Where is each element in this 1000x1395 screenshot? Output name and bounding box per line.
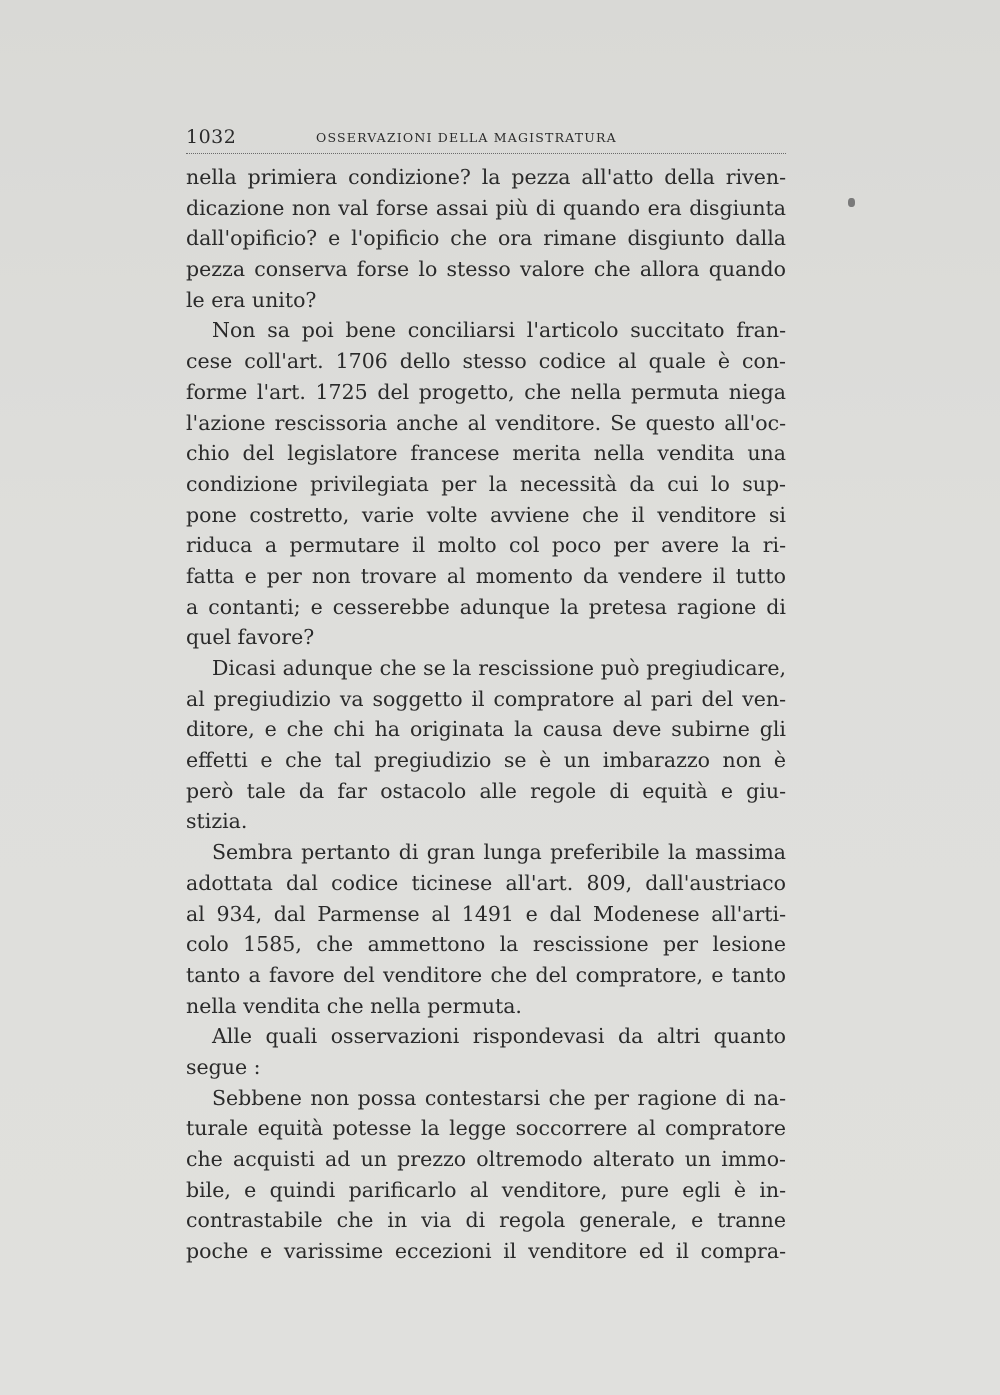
text-line: però tale da far ostacolo alle regole di equità e giu- xyxy=(186,778,786,803)
text-line: quel favore? xyxy=(186,625,315,650)
text-line: Dicasi adunque che se la rescissione può pregiudicare, xyxy=(212,656,786,680)
text-line: adottata dal codice ticinese all'art. 809, dall'austriaco xyxy=(186,870,786,895)
page-number: 1032 xyxy=(186,126,237,148)
text-line: al 934, dal Parmense al 1491 e dal Modenese all'arti- xyxy=(186,901,786,926)
text-line: turale equità potesse la legge soccorrere al compratore xyxy=(186,1116,786,1141)
text-line: pezza conserva forse lo stesso valore che allora quando xyxy=(186,257,786,282)
text-line: cese coll'art. 1706 dello stesso codice al quale è con- xyxy=(186,349,786,374)
text-line: dall'opificio? e l'opificio che ora rimane disgiunto dalla xyxy=(186,226,786,251)
ink-speck xyxy=(848,198,855,207)
text-line: Sembra pertanto di gran lunga preferibile la massima xyxy=(212,840,786,865)
text-line: forme l'art. 1725 del progetto, che nella permuta niega xyxy=(186,379,786,404)
text-line: Alle quali osservazioni rispondevasi da altri quanto xyxy=(212,1024,786,1049)
text-line: chio del legislatore francese merita nella vendita una xyxy=(186,441,786,466)
text-line: Non sa poi bene conciliarsi l'articolo succitato fran- xyxy=(212,318,786,343)
text-line: poche e varissime eccezioni il venditore ed il compra- xyxy=(186,1239,786,1264)
text-line: stizia. xyxy=(186,809,248,834)
header-rule xyxy=(186,153,786,154)
text-line: a contanti; e cesserebbe adunque la pretesa ragione di xyxy=(186,594,786,619)
text-line: fatta e per non trovare al momento da vendere il tutto xyxy=(186,563,786,588)
text-line: l'azione rescissoria anche al venditore. Se questo all'oc- xyxy=(186,410,786,435)
text-line: tanto a favore del venditore che del compratore, e tanto xyxy=(186,962,786,987)
text-line: segue : xyxy=(186,1054,261,1079)
text-line: ditore, e che chi ha originata la causa deve subirne gli xyxy=(186,717,786,742)
text-line: bile, e quindi parificarlo al venditore, pure egli è in- xyxy=(186,1177,786,1202)
text-line: colo 1585, che ammettono la rescissione per lesione xyxy=(186,932,786,957)
running-head xyxy=(186,124,784,154)
text-line: effetti e che tal pregiudizio se è un imbarazzo non è xyxy=(186,748,786,773)
text-line: al pregiudizio va soggetto il compratore al pari del ven- xyxy=(186,686,786,711)
body-text xyxy=(186,162,786,1267)
text-line: le era unito? xyxy=(186,287,317,312)
text-line: riduca a permutare il molto col poco per avere la ri- xyxy=(186,533,786,558)
text-line: Sebbene non possa contestarsi che per ragione di na- xyxy=(212,1085,786,1110)
text-line: dicazione non val forse assai più di quando era disgiunta xyxy=(186,195,786,220)
text-line: condizione privilegiata per la necessità da cui lo sup- xyxy=(186,471,786,496)
text-line: contrastabile che in via di regola generale, e tranne xyxy=(186,1208,786,1233)
text-line: nella vendita che nella permuta. xyxy=(186,993,522,1018)
text-line: che acquisti ad un prezzo oltremodo alterato un immo- xyxy=(186,1147,786,1171)
text-line: pone costretto, varie volte avviene che il venditore si xyxy=(186,502,786,527)
running-head-title: OSSERVAZIONI DELLA MAGISTRATURA xyxy=(316,130,617,145)
text-line: nella primiera condizione? la pezza all'atto della riven- xyxy=(186,165,786,189)
